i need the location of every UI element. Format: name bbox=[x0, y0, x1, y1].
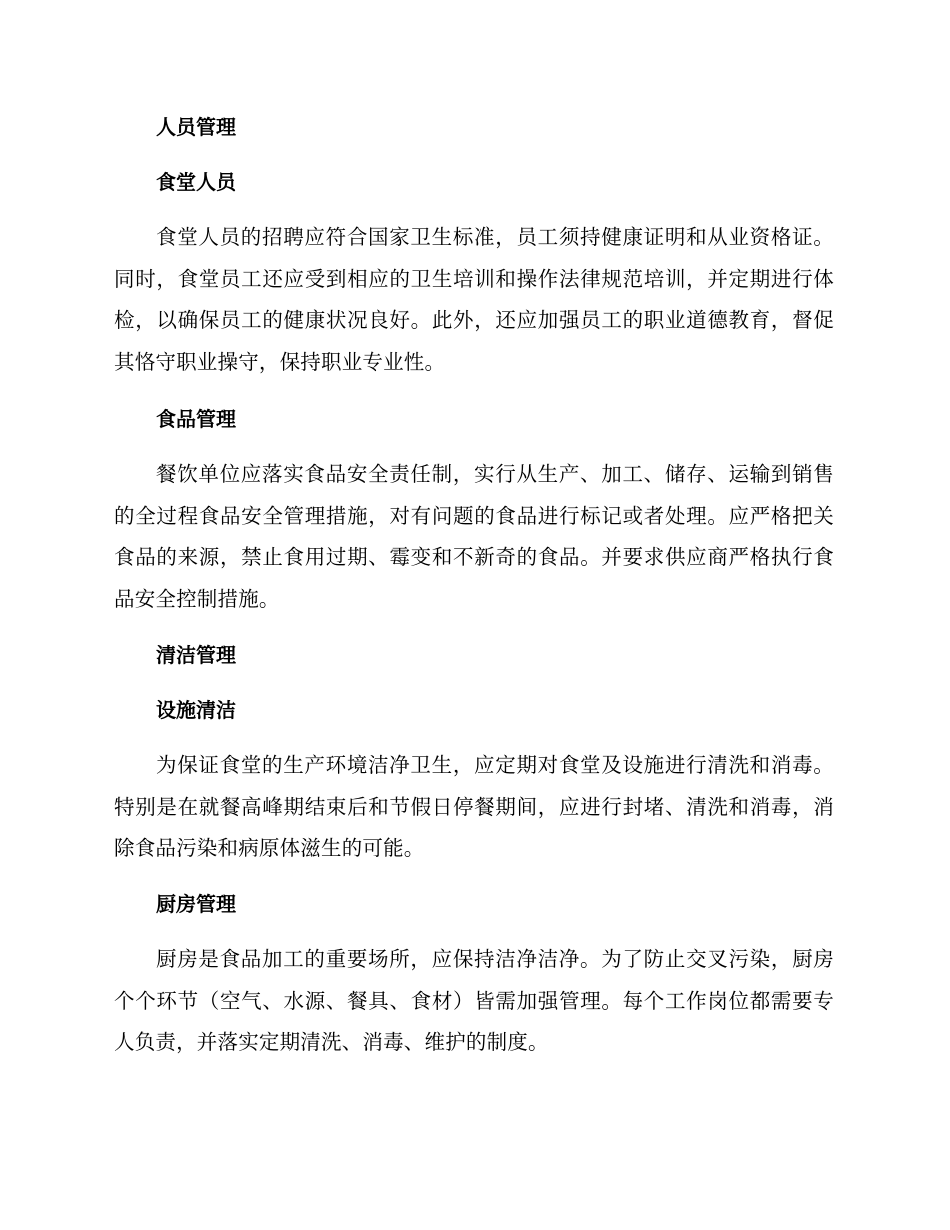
paragraph-kitchen-management: 厨房是食品加工的重要场所，应保持洁净洁净。为了防止交叉污染，厨房个个环节（空气、水源、餐具、食材）皆需加强管理。每个工作岗位都需要专人负责，并落实定期清洗、消毒、维护的制度。 bbox=[114, 947, 834, 1054]
subheading-canteen-staff: 食堂人员 bbox=[156, 170, 236, 194]
subheading-food-management: 食品管理 bbox=[156, 407, 236, 431]
section-heading-personnel: 人员管理 bbox=[156, 115, 236, 139]
section-heading-cleaning: 清洁管理 bbox=[156, 643, 236, 667]
paragraph-facility-cleaning: 为保证食堂的生产环境洁净卫生，应定期对食堂及设施进行清洗和消毒。特别是在就餐高峰期结束后和节假日停餐期间，应进行封堵、清洗和消毒，消除食品污染和病原体滋生的可能。 bbox=[114, 753, 834, 860]
subheading-facility-cleaning: 设施清洁 bbox=[156, 698, 236, 722]
subheading-kitchen-management: 厨房管理 bbox=[156, 892, 236, 916]
paragraph-canteen-staff: 食堂人员的招聘应符合国家卫生标准，员工须持健康证明和从业资格证。同时，食堂员工还应受到相应的卫生培训和操作法律规范培训，并定期进行体检，以确保员工的健康状况良好。此外，还应加强员工的职业道德教育，督促其恪守职业操守，保持职业专业性。 bbox=[114, 225, 834, 374]
paragraph-food-management: 餐饮单位应落实食品安全责任制，实行从生产、加工、储存、运输到销售的全过程食品安全管理措施，对有问题的食品进行标记或者处理。应严格把关食品的来源，禁止食用过期、霉变和不新奇的食品。并要求供应商严格执行食品安全控制措施。 bbox=[114, 462, 834, 611]
